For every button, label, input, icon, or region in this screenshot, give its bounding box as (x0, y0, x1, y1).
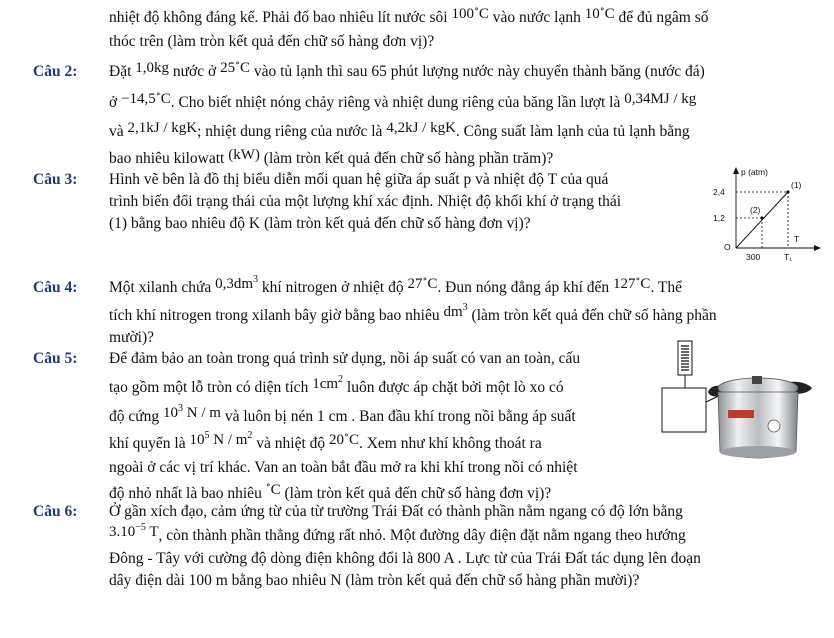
math: ∘C (265, 480, 281, 498)
q5-line-4 (109, 430, 542, 454)
text: (làm tròn kết quả đến chữ số hàng phần (467, 307, 717, 324)
math-value: −14,5 (121, 91, 156, 107)
math-value: dm (443, 304, 463, 320)
text: vào tủ lạnh thì sau 65 phút lượng nước này chuyển thành băng (nước đá) (250, 63, 705, 80)
text: bao nhiêu kilowatt (109, 150, 229, 167)
q5-line-3 (109, 403, 576, 427)
math-unit: C (239, 60, 250, 76)
math: 127∘C (613, 274, 651, 292)
x-tick-label: T₁ (784, 252, 793, 262)
math-unit: C (160, 91, 171, 107)
text: vào nước lạnh (488, 9, 585, 26)
y-tick-label: 1,2 (713, 213, 725, 223)
math-exponent: −5 (135, 522, 146, 533)
math: −14,5∘C (121, 89, 171, 107)
math-value: 0,3dm (215, 276, 254, 292)
math-unit: C (427, 276, 438, 292)
text: ở (109, 94, 122, 111)
cooker-base (720, 446, 796, 458)
math: 20∘C (329, 430, 359, 448)
y-axis-label: p (atm) (741, 167, 768, 177)
question-5-label: Câu 5: (33, 350, 78, 367)
q5-line-1: Để đảm bảo an toàn trong quá trình sử dụng, nồi áp suất có van an toàn, cấu (109, 350, 581, 367)
math (109, 524, 159, 540)
origin-label: O (724, 242, 731, 252)
math: 10∘C (584, 4, 615, 22)
point-label: (2) (750, 205, 761, 215)
text: , còn thành phần thẳng đứng rất nhỏ. Một đường dây điện đặt nằm ngang theo hướng (158, 527, 686, 544)
state-point (786, 190, 789, 193)
text: và luôn bị nén 1 cm . Ban đầu khí trong nồi bằng áp suất (220, 408, 576, 425)
math-unit: T (145, 524, 159, 540)
question-4-label: Câu 4: (33, 279, 78, 296)
math-value: 3.10 (109, 524, 136, 540)
text: . Xem như khí không thoát ra (358, 435, 542, 452)
math: (kW) (228, 147, 260, 163)
math-exponent: 2 (247, 430, 253, 441)
text: khí quyển là (109, 435, 190, 452)
text: và (109, 123, 128, 140)
q2-line-1 (109, 58, 705, 82)
math (190, 432, 253, 448)
q6-line-3: Đông - Tây với cường độ dòng điện không đổi là 800 A . Lực từ của Trái Đất tác dụng lên đoạn (109, 550, 701, 567)
q5-line-2 (109, 374, 564, 398)
text: khí nitrogen ở nhiệt độ (258, 279, 408, 296)
x-tick-label: 300 (746, 252, 761, 262)
math-value: 10 (163, 405, 179, 421)
text: và nhiệt độ (252, 435, 330, 452)
text: Đặt (109, 63, 136, 80)
intro-line-2: thóc trên (làm tròn kết quả đến chữ số hàng đơn vị)? (109, 33, 435, 50)
text: . Thể (650, 279, 683, 296)
text: Một xilanh chứa (109, 279, 216, 296)
q3-line-1: Hình vẽ bên là đồ thị biểu diễn mối quan hệ giữa áp suất p và nhiệt độ T của quá (109, 171, 609, 188)
math-unit: N / m (209, 432, 248, 448)
math: 2,1kJ / kgK (127, 120, 198, 136)
math (312, 376, 343, 392)
text: nước ở (169, 63, 221, 80)
q6-line-4: dây điện dài 100 m bằng bao nhiêu N (làm tròn kết quả đến chữ số hàng phần mười)? (109, 572, 640, 589)
intro-line-1 (109, 4, 709, 28)
math-unit: C (270, 482, 281, 498)
math-exponent: 3 (253, 274, 259, 285)
valve-box (662, 388, 706, 432)
text: . Đun nóng đẳng áp khí đến (437, 279, 614, 296)
math: 0,34MJ / kg (624, 91, 697, 107)
x-axis-arrow (814, 245, 821, 251)
math-unit: C (478, 6, 489, 22)
math-unit: C (640, 276, 651, 292)
math (215, 276, 258, 292)
q6-line-2 (109, 522, 686, 546)
q4-line-2 (109, 302, 717, 326)
math-unit: C (604, 6, 615, 22)
q2-line-4 (109, 149, 553, 169)
q5-line-5: ngoài ở các vị trí khác. Van an toàn bắt đầu mở ra khi khí trong nồi có nhiệt (109, 459, 578, 476)
math: 25∘C (220, 58, 250, 76)
cooker-badge (728, 410, 754, 418)
math-value: 27 (407, 276, 423, 292)
text: . Công suất làm lạnh của tủ lạnh bằng (455, 123, 690, 140)
q4-line-3: mười)? (109, 329, 155, 346)
q3-line-3: (1) bằng bao nhiêu độ K (làm tròn kết quả đến chữ số hàng đơn vị)? (109, 215, 531, 232)
x-axis-label: T (794, 234, 800, 244)
q2-line-2 (109, 89, 697, 113)
text: độ nhỏ nhất là bao nhiêu (109, 485, 266, 502)
text: (làm tròn kết quả đến chữ số hàng đơn vị)? (280, 485, 552, 502)
math (444, 304, 468, 320)
math-value: 1cm (312, 376, 339, 392)
pressure-temperature-graph (700, 166, 824, 264)
text: ; nhiệt dung riêng của nước là (197, 123, 387, 140)
math: 1,0kg (135, 60, 170, 76)
math-value: 100 (451, 6, 474, 22)
math-value: 25 (220, 60, 236, 76)
q3-line-2: trình biến đổi trạng thái của một lượng khí xác định. Nhiệt độ khối khí ở trạng thái (109, 193, 622, 210)
math: 4,2kJ / kgK (386, 120, 456, 136)
math-unit: N / m (183, 405, 221, 421)
text: tạo gồm một lỗ tròn có diện tích (109, 379, 313, 396)
math: 100∘C (451, 4, 489, 22)
math: 27∘C (407, 274, 438, 292)
math-exponent: 3 (178, 403, 184, 414)
math-value: 20 (329, 432, 345, 448)
math-unit: C (348, 432, 359, 448)
text: để đủ ngâm số (614, 9, 709, 26)
gauge-icon (768, 420, 780, 432)
lid-knob (752, 376, 762, 384)
text: độ cứng (109, 408, 164, 425)
point-label: (1) (791, 180, 802, 190)
math-value: 10 (189, 432, 205, 448)
q6-line-1: Ở gần xích đạo, cảm ứng từ của từ trường Trái Đất có thành phần nằm ngang có độ lớn bằng (109, 503, 683, 520)
question-3-label: Câu 3: (33, 171, 78, 188)
pressure-cooker-illustration (660, 340, 824, 468)
question-2-label: Câu 2: (33, 63, 78, 80)
y-axis-arrow (733, 167, 739, 174)
text: nhiệt độ không đáng kể. Phải đổ bao nhiêu lít nước sôi (109, 9, 452, 26)
math-value: 10 (584, 6, 600, 22)
math-exponent: 5 (204, 430, 210, 441)
state-point (760, 216, 763, 219)
text: . Cho biết nhiệt nóng chảy riêng và nhiệt dung riêng của băng lần lượt là (170, 94, 625, 111)
q2-line-3 (109, 122, 690, 142)
text: luôn được áp chặt bởi một lò xo có (343, 379, 564, 396)
q4-line-1 (109, 274, 683, 298)
math-value: 127 (613, 276, 636, 292)
q5-line-6 (109, 480, 552, 504)
math (163, 405, 221, 421)
y-tick-label: 2,4 (713, 187, 725, 197)
text: (làm tròn kết quả đến chữ số hàng phần trăm)? (259, 150, 554, 167)
question-6-label: Câu 6: (33, 503, 78, 520)
math-exponent: 3 (462, 302, 468, 313)
text: tích khí nitrogen trong xilanh bây giờ bằng bao nhiêu (109, 307, 444, 324)
math-exponent: 2 (338, 374, 344, 385)
